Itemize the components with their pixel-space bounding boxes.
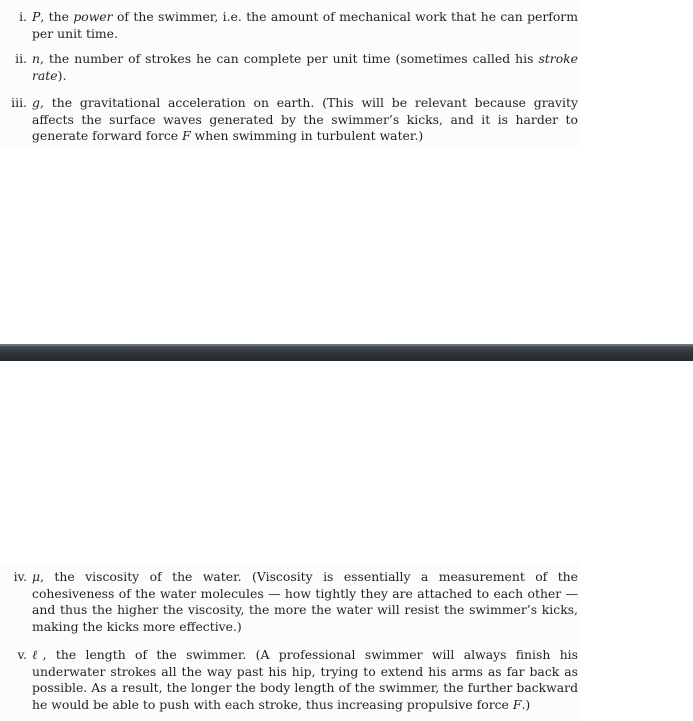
inline-symbol: F (512, 696, 522, 712)
list-item-text (32, 9, 578, 42)
item-text-part: of the swimmer, i.e. the amount of mechanical work that he can perform per unit time. (32, 9, 578, 41)
variable-symbol: n (32, 51, 40, 66)
variable-symbol: ℓ (32, 647, 43, 662)
item-text-part: when swimming in turbulent water.) (190, 128, 424, 143)
separator-highlight (0, 344, 693, 346)
inline-symbol: F (182, 128, 191, 143)
list-item-text (32, 51, 578, 84)
item-text-part: , the viscosity of the water. (Viscosity is essentially a measurement of the cohesiveness of the water molecules — how tightly they are attached to each other — and thus the higher the viscosity, the more the water will resist the swimmer’s kicks, making the kicks more effective.) (32, 569, 578, 634)
list-item-text (32, 95, 578, 145)
emphasized-term: power (73, 9, 113, 24)
list-marker: ii. (15, 51, 27, 66)
variable-symbol: g (32, 95, 40, 110)
list-marker: iii. (11, 95, 27, 110)
item-text-part: , the length of the swimmer. (A professional swimmer will always finish his underwater strokes all the way past his hip, trying to extend his arms as far back as possible. As a result, the longer the body length of the swimmer, the further backward he would be able to push with each stroke, thus increasing propulsive force (32, 647, 578, 712)
item-text-part: , the (40, 9, 74, 24)
item-text-part: , the number of strokes he can complete per unit time (sometimes called his (39, 51, 539, 66)
variable-symbol: P (32, 9, 41, 24)
list-item-text (32, 647, 578, 713)
item-text-part: ). (57, 67, 67, 83)
emphasized-term: stroke rate (32, 51, 578, 83)
list-item-text (32, 569, 578, 635)
separator-bar (0, 344, 693, 361)
item-text-part: , the gravitational acceleration on earth. (This will be relevant because gravity affects the surface waves generated by the swimmer’s kicks, and it is harder to generate forward force (32, 95, 578, 143)
variable-symbol: μ (32, 569, 41, 584)
list-marker: v. (17, 647, 27, 662)
list-marker: iv. (13, 569, 27, 584)
list-marker: i. (19, 9, 27, 24)
item-text-part: .) (521, 696, 531, 712)
